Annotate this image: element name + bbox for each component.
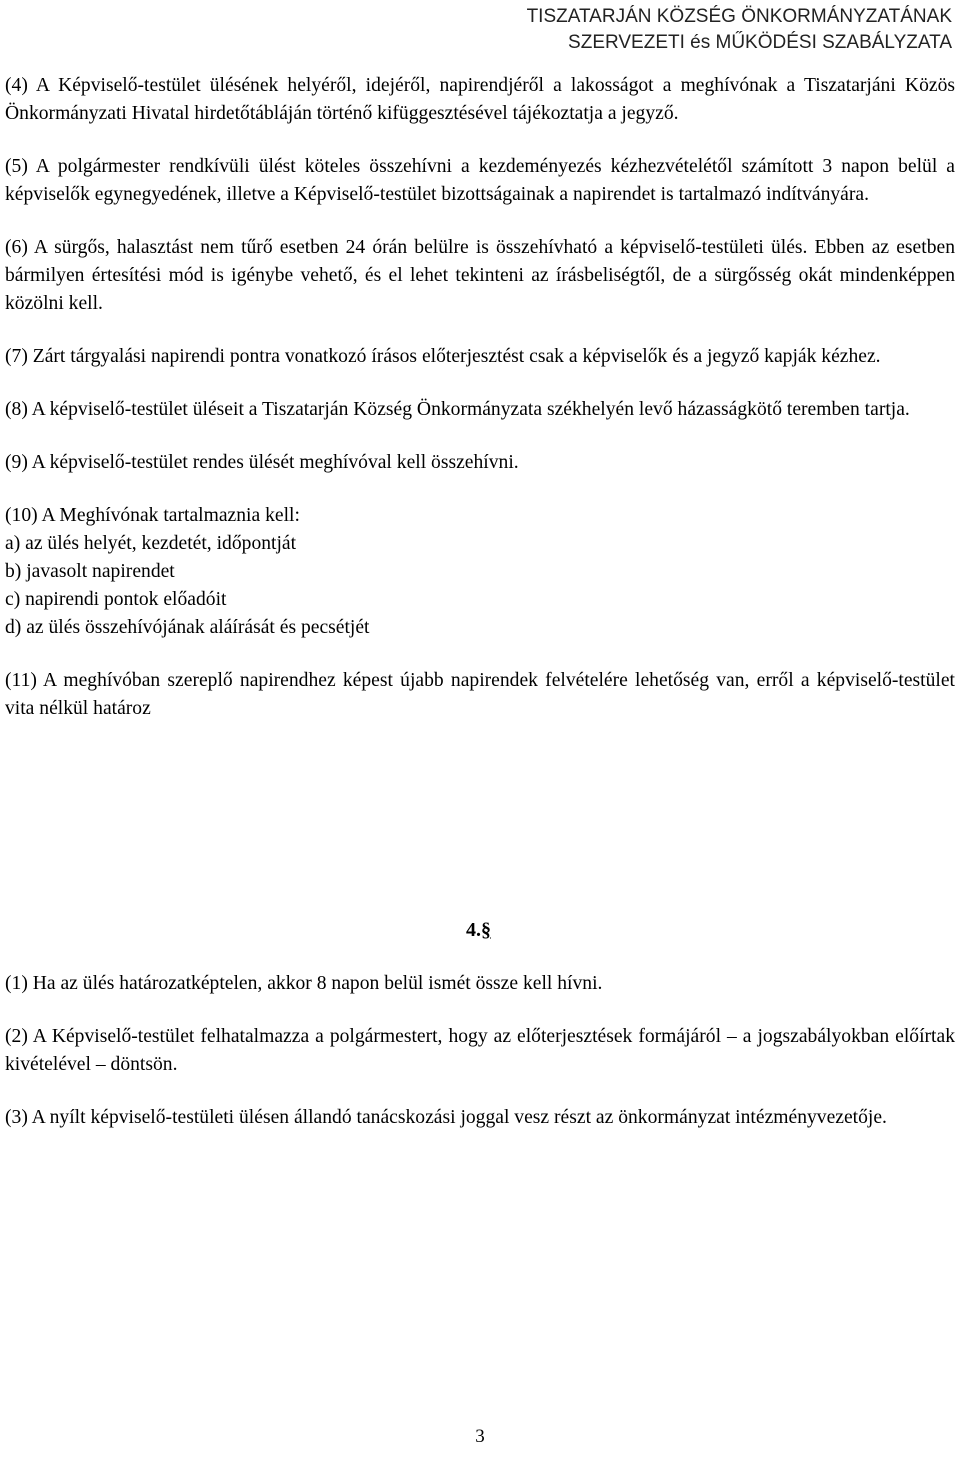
section-paragraph-3: (3) A nyílt képviselő-testületi ülésen állandó tanácskozási joggal vesz részt az önkormányzat intézményvezetője. bbox=[5, 1107, 887, 1128]
list-item: b) javasolt napirendet bbox=[5, 561, 175, 582]
paragraph-6: (6) A sürgős, halasztást nem tűrő esetben 24 órán belülre is összehívható a képviselő-testületi ülés. Ebben az esetben bármilyen értesítési mód is igénybe vehető, és el lehet tekinteni az írásbeliségtől, de a sürgősség okát mindenképpen közölni kell. bbox=[5, 237, 955, 314]
document-header bbox=[252, 4, 952, 56]
paragraph-7: (7) Zárt tárgyalási napirendi pontra vonatkozó írásos előterjesztést csak a képviselők és a jegyző kapják kézhez. bbox=[5, 346, 881, 367]
list-intro: (10) A Meghívónak tartalmaznia kell: bbox=[5, 505, 300, 526]
section-body bbox=[5, 970, 955, 1157]
list-item: c) napirendi pontok előadóit bbox=[5, 589, 227, 610]
section-paragraph-1: (1) Ha az ülés határozatképtelen, akkor 8 napon belül ismét össze kell hívni. bbox=[5, 973, 603, 994]
paragraph-4: (4) A Képviselő-testület ülésének helyéről, idejéről, napirendjéről a lakosságot a meghívónak a Tiszatarjáni Közös Önkormányzati Hivatal hirdetőtábláján történő kifüggesztésével tájékoztatja a jegyző. bbox=[5, 75, 955, 124]
section-heading bbox=[466, 916, 491, 944]
list-item: d) az ülés összehívójának aláírását és pecsétjét bbox=[5, 617, 370, 638]
paragraph-9: (9) A képviselő-testület rendes ülését meghívóval kell összehívni. bbox=[5, 452, 519, 473]
paragraph-10-list bbox=[5, 502, 955, 642]
header-title-line2: SZERVEZETI és MŰKÖDÉSI SZABÁLYZATA bbox=[568, 32, 952, 53]
section-number: 4. bbox=[466, 919, 481, 941]
section-mark: § bbox=[481, 919, 491, 941]
paragraph-11: (11) A meghívóban szereplő napirendhez képest újabb napirendek felvételére lehetőség van, erről a képviselő-testület vita nélkül határoz bbox=[5, 670, 955, 719]
paragraph-5: (5) A polgármester rendkívüli ülést köteles összehívni a kezdeményezés kézhezvételétől számított 3 napon belül a képviselők egynegyedének, illetve a Képviselő-testület bizottságainak a napirendet is tartalmazó indítványára. bbox=[5, 156, 955, 205]
section-paragraph-2: (2) A Képviselő-testület felhatalmazza a polgármestert, hogy az előterjesztések formájáról – a jogszabályokban előírtak kivételével – döntsön. bbox=[5, 1026, 955, 1075]
page-number: 3 bbox=[475, 1426, 485, 1447]
document-body bbox=[5, 72, 955, 748]
header-title-line1: TISZATARJÁN KÖZSÉG ÖNKORMÁNYZATÁNAK bbox=[526, 6, 952, 27]
paragraph-8: (8) A képviselő-testület üléseit a Tiszatarján Község Önkormányzata székhelyén levő házasságkötő teremben tartja. bbox=[5, 399, 910, 420]
list-item: a) az ülés helyét, kezdetét, időpontját bbox=[5, 533, 297, 554]
